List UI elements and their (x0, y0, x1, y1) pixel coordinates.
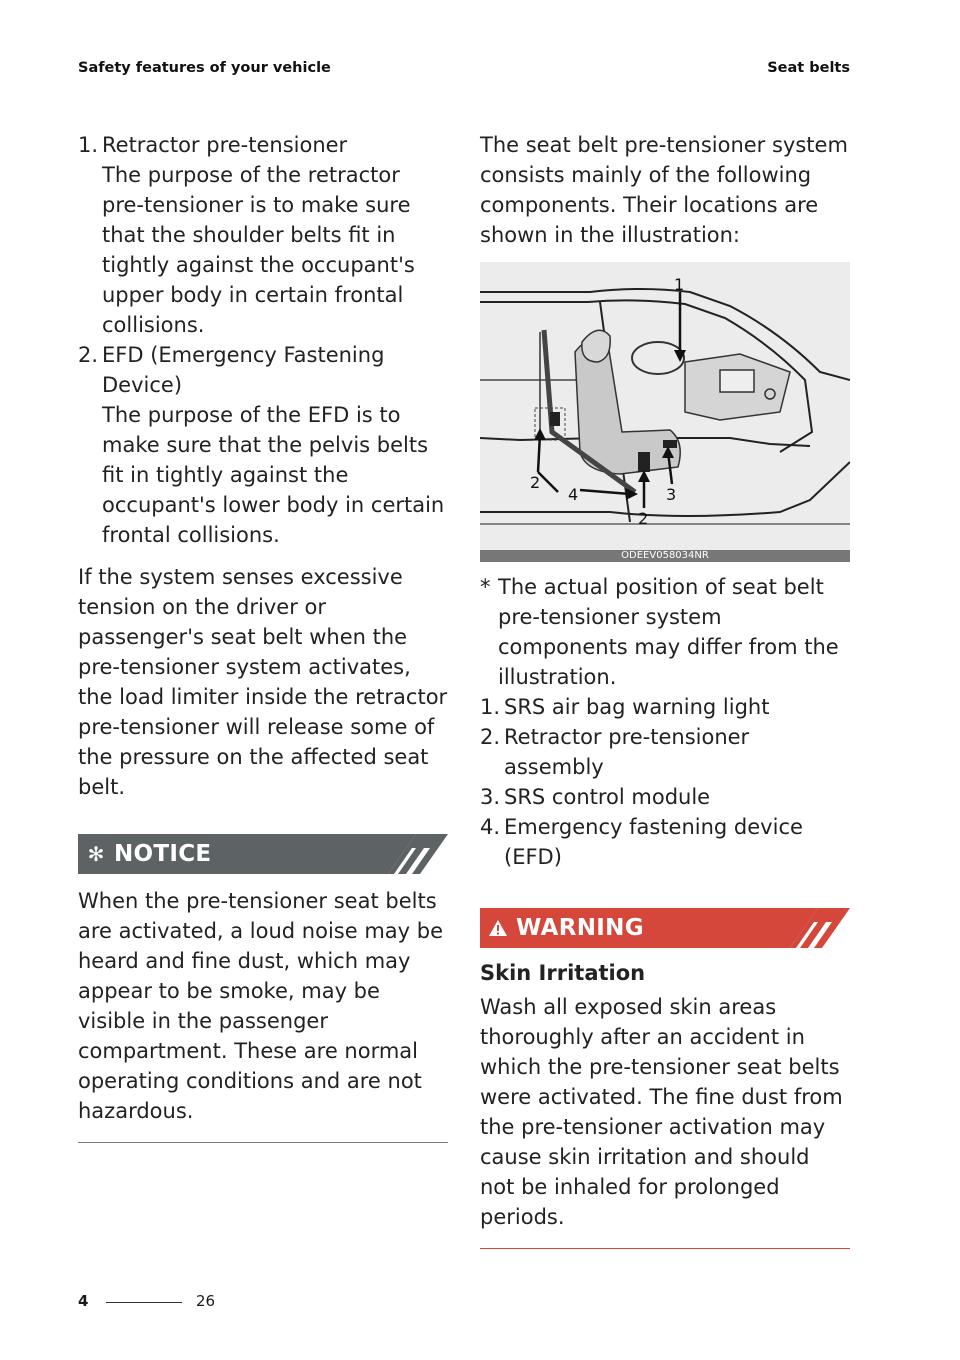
component-name: SRS air bag warning light (504, 695, 770, 719)
car-interior-drawing (480, 262, 850, 562)
warning-banner (480, 908, 850, 948)
notice-banner (78, 834, 448, 874)
slash-stripes-icon (790, 908, 850, 948)
callout-label: 3 (666, 485, 677, 504)
list-number: 2. (480, 725, 501, 749)
asterisk-icon: ✻ (87, 842, 105, 866)
list-item (78, 130, 448, 340)
section-divider (78, 1142, 448, 1143)
figure-code: ODEEV058034NR (480, 550, 850, 562)
slash-stripes-icon (388, 834, 448, 874)
list-item (480, 722, 850, 782)
list-item-title: Retractor pre-tensioner (102, 133, 348, 157)
callout-label: 4 (568, 485, 579, 504)
component-name: Retractor pre-tensioner assembly (504, 725, 750, 779)
callout-label: 2 (530, 473, 541, 492)
load-limiter-paragraph: If the system senses excessive tension on the driver or passenger's seat belt when the pre-tensioner system activates, the load limiter inside the retractor pre-tensioner will release some of the pressure on the affected seat belt. (78, 565, 448, 799)
list-number: 2. (78, 343, 99, 367)
left-column (78, 130, 448, 1143)
running-header-topic: Seat belts (767, 60, 850, 76)
illustration-note (480, 572, 850, 692)
component-name: SRS control module (504, 785, 711, 809)
right-column (480, 130, 850, 1249)
callout-label: 2 (638, 509, 649, 528)
list-item (480, 782, 850, 812)
warning-text: Wash all exposed skin areas thoroughly after an accident in which the pre-tensioner seat belts were activated. The fine dust from the pre-tensioner activation may cause skin irritation and should not be inhaled for prolonged periods. (480, 995, 843, 1229)
chapter-number: 4 (78, 1292, 89, 1310)
components-intro: The seat belt pre-tensioner system consists mainly of the following components. Their locations are shown in the illustration: (480, 133, 848, 247)
footer-rule (106, 1302, 182, 1303)
warning-label: WARNING (516, 915, 644, 941)
list-number: 4. (480, 815, 501, 839)
notice-text: When the pre-tensioner seat belts are activated, a loud noise may be heard and fine dust, which may appear to be smoke, may be visible in the passenger compartment. These are normal operating conditions and are not hazardous. (78, 889, 443, 1123)
list-number: 1. (480, 695, 501, 719)
list-item-description: The purpose of the retractor pre-tensioner is to make sure that the shoulder belts fit in tightly against the occupant's upper body in certain frontal collisions. (102, 163, 415, 337)
list-item-title: EFD (Emergency Fastening Device) (102, 343, 385, 397)
list-item (480, 692, 850, 722)
notice-label: NOTICE (114, 841, 212, 867)
list-item (480, 812, 850, 872)
list-number: 1. (78, 133, 99, 157)
component-name: Emergency fastening device (EFD) (504, 815, 803, 869)
warning-triangle-icon (480, 919, 516, 937)
footnote-asterisk: * (480, 575, 491, 599)
pretensioner-types-list (78, 130, 448, 550)
pretensioner-illustration (480, 262, 850, 562)
warning-title: Skin Irritation (480, 961, 646, 985)
list-item (78, 340, 448, 550)
list-number: 3. (480, 785, 501, 809)
illustration-note-text: The actual position of seat belt pre-tensioner system components may differ from the illustration. (498, 575, 839, 689)
running-header-section: Safety features of your vehicle (78, 60, 331, 76)
callout-label: 1 (674, 275, 685, 294)
page-number: 26 (196, 1292, 216, 1310)
components-list (480, 692, 850, 872)
list-item-description: The purpose of the EFD is to make sure that the pelvis belts fit in tightly against the occupant's lower body in certain frontal collisions. (102, 403, 445, 547)
warning-divider (480, 1248, 850, 1249)
